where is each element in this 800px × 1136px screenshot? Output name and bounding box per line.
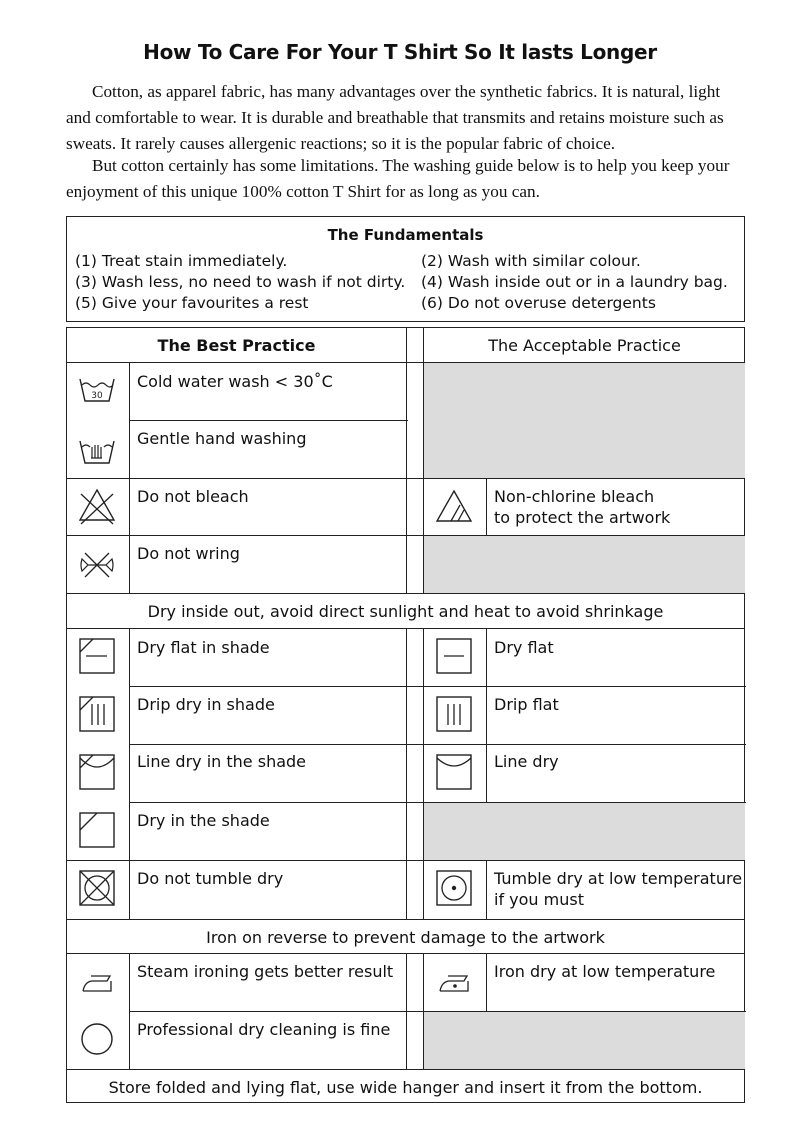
intro-paragraph-2: But cotton certainly has some limitations. The washing guide below is to help you keep your enjoyment of this unique 100% cotton T Shirt for as long as you can. — [66, 156, 730, 201]
care-instruction: Line dry — [494, 752, 559, 771]
line-dry-icon — [434, 752, 474, 792]
dry-flat-shade-icon — [77, 636, 117, 676]
fundamental-item: (5) Give your favourites a rest — [75, 294, 309, 312]
empty-cell — [424, 1011, 745, 1069]
care-instruction: Steam ironing gets better result — [137, 962, 394, 981]
iron-low-temp-icon — [434, 961, 474, 1001]
empty-cell — [424, 802, 745, 860]
care-instruction: Do not bleach — [137, 487, 249, 506]
no-wring-icon — [77, 543, 117, 583]
care-instruction: Tumble dry at low temperature if you must — [494, 869, 743, 909]
fundamentals-box — [66, 216, 745, 322]
dry-section-note: Dry inside out, avoid direct sunlight and heat to avoid shrinkage — [147, 602, 664, 621]
care-instruction: Drip flat — [494, 695, 559, 714]
no-bleach-icon — [77, 486, 117, 526]
care-instruction: Dry flat in shade — [137, 638, 270, 657]
drip-dry-shade-icon — [77, 694, 117, 734]
care-instruction: Cold water wash < 30˚C — [137, 372, 333, 391]
care-instruction: Do not tumble dry — [137, 869, 284, 888]
fundamental-item: (6) Do not overuse detergents — [421, 294, 656, 312]
care-instruction: Professional dry cleaning is fine — [137, 1020, 391, 1039]
storage-note: Store folded and lying flat, use wide hanger and insert it from the bottom. — [108, 1078, 703, 1097]
care-instruction: Iron dry at low temperature — [494, 962, 716, 981]
no-tumble-dry-icon — [77, 868, 117, 908]
dry-shade-icon — [77, 810, 117, 850]
acceptable-practice-heading: The Acceptable Practice — [488, 336, 681, 355]
wash-30-icon — [77, 370, 117, 410]
iron-section-note: Iron on reverse to prevent damage to the artwork — [206, 928, 605, 947]
fundamental-item: (2) Wash with similar colour. — [421, 252, 641, 270]
care-instruction: Non-chlorine bleach to protect the artwork — [494, 487, 671, 527]
page-title: How To Care For Your T Shirt So It lasts Longer — [143, 40, 657, 64]
fundamental-item: (4) Wash inside out or in a laundry bag. — [421, 273, 728, 291]
dry-clean-icon — [77, 1019, 117, 1059]
non-chlorine-bleach-icon — [434, 486, 474, 526]
svg-text:30: 30 — [91, 391, 103, 401]
dry-flat-icon — [434, 636, 474, 676]
fundamental-item: (3) Wash less, no need to wash if not dirty. — [75, 273, 406, 291]
best-practice-heading: The Best Practice — [157, 336, 316, 355]
intro-paragraph-1: Cotton, as apparel fabric, has many advantages over the synthetic fabrics. It is natural, light and comfortable to wear. It is durable and breathable that transmits and retains moisture such as sweats. It rarely causes allergenic reactions; so it is the popular fabric of choice. — [66, 82, 724, 153]
care-instruction: Do not wring — [137, 544, 240, 563]
care-instruction: Dry flat — [494, 638, 554, 657]
steam-iron-icon — [77, 961, 117, 1001]
fundamentals-heading: The Fundamentals — [327, 226, 484, 244]
tumble-dry-low-icon — [434, 868, 474, 908]
care-instruction: Gentle hand washing — [137, 429, 307, 448]
hand-wash-icon — [77, 428, 117, 468]
line-dry-shade-icon — [77, 752, 117, 792]
care-instruction: Dry in the shade — [137, 811, 270, 830]
care-instruction: Line dry in the shade — [137, 752, 307, 771]
fundamental-item: (1) Treat stain immediately. — [75, 252, 288, 270]
empty-cell — [424, 536, 745, 593]
empty-cell — [424, 363, 745, 478]
care-instruction: Drip dry in shade — [137, 695, 275, 714]
drip-flat-icon — [434, 694, 474, 734]
care-table — [66, 327, 745, 1103]
